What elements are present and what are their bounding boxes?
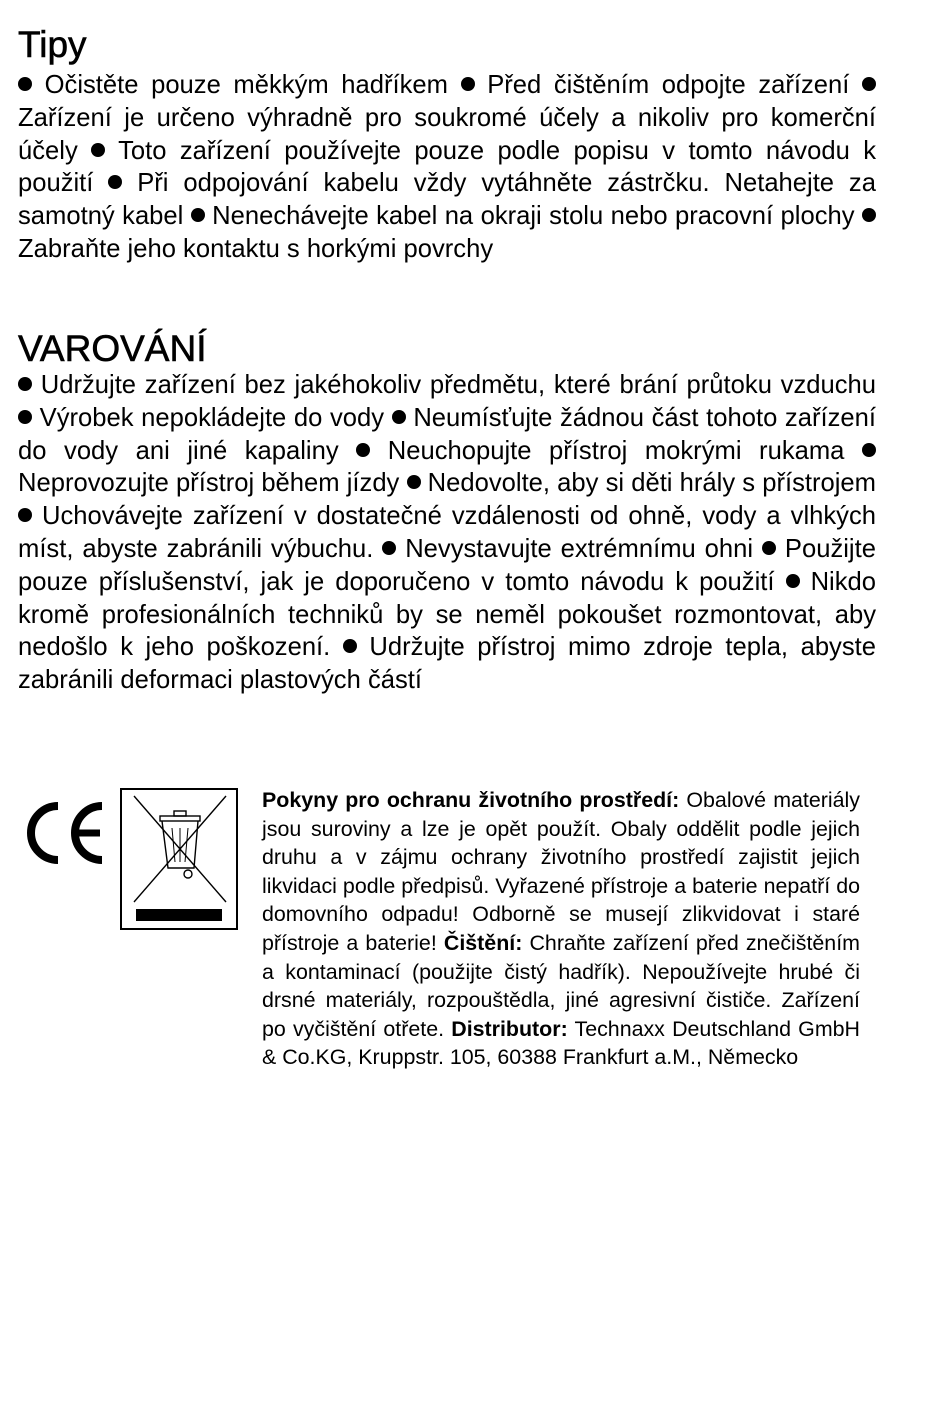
list-item: Toto zařízení používejte pouze podle popisu v tomto návodu k použití [18, 136, 876, 198]
list-item: Nikdo kromě profesionálních techniků by se neměl pokoušet rozmontovat, aby nedošlo k jeho poškození. [18, 567, 876, 662]
bullet-icon [18, 377, 32, 391]
list-item: Před čištěním odpojte zařízení [487, 71, 850, 99]
bullet-icon [786, 574, 800, 588]
list-item: Udržujte přístroj mimo zdroje tepla, abyste zabránili deformaci plastových částí [18, 633, 876, 695]
list-item: Udržujte zařízení bez jakéhokoliv předmětu, které brání průtoku vzduchu [40, 371, 876, 399]
list-item: Zařízení je určeno výhradně pro soukromé účely a nikoliv pro komerční účely [18, 103, 876, 165]
bullet-icon [91, 143, 105, 157]
bullet-icon [18, 410, 32, 424]
list-item: Zabraňte jeho kontaktu s horkými povrchy [18, 234, 494, 263]
warning-list [18, 369, 876, 697]
environment-text: Obalové materiály jsou suroviny a lze je opět použít. Obaly oddělit podle jejich druhu a v zájmu ochrany životního prostředí zajistit jejich likvidaci podle předpisů. Vyřazené přístroje a baterie nepatří do domovního odpadu! Odborně se musejí zlikvidovat i staré přístroje a baterie! [262, 788, 860, 955]
distributor-text: Technaxx Deutschland GmbH & Co.KG, Kruppstr. 105, 60388 Frankfurt a.M., Německo [262, 1016, 860, 1070]
environment-heading: Pokyny pro ochranu životního prostředí: [262, 788, 680, 812]
bullet-icon [18, 77, 32, 91]
bullet-icon [461, 77, 475, 91]
bullet-icon [862, 77, 876, 91]
distributor-heading: Distributor: [451, 1016, 568, 1041]
list-item: Neprovozujte přístroj během jízdy [18, 469, 400, 498]
list-item: Při odpojování kabelu vždy vytáhněte zástrčku. Netahejte za samotný kabel [18, 169, 876, 231]
bullet-icon [862, 443, 876, 457]
bullet-icon [18, 508, 32, 522]
bullet-icon [407, 475, 421, 489]
list-item: Neumísťujte žádnou část tohoto zařízení do vody ani jiné kapaliny [18, 403, 876, 465]
crossed-out-wheelie-bin-icon [122, 790, 236, 928]
list-item: Nevystavujte extrémnímu ohni [405, 534, 754, 563]
bullet-icon [108, 175, 122, 189]
bullet-icon [343, 639, 357, 653]
environment-instructions [262, 786, 860, 1072]
bullet-icon [191, 208, 205, 222]
cleaning-heading: Čištění: [443, 930, 523, 955]
ce-mark-icon [22, 800, 108, 866]
bullet-icon [862, 208, 876, 222]
weee-symbol-frame [120, 788, 238, 930]
list-item: Uchovávejte zařízení v dostatečné vzdálenosti od ohně, vody a vlhkých míst, abyste zabránili výbuchu. [18, 502, 876, 563]
list-item: Použijte pouze příslušenství, jak je doporučeno v tomto návodu k použití [18, 534, 876, 596]
tips-list [18, 69, 876, 266]
cleaning-text: Chraňte zařízení před znečištěním a kontaminací (použijte čistý hadřík). Nepoužívejte hrubé či drsné materiály, rozpouštědla, jiné agresivní čističe. Zařízení po vyčištění otřete. [262, 930, 860, 1041]
list-item: Očistěte pouze měkkým hadříkem [44, 71, 448, 99]
list-item: Nedovolte, aby si děti hrály s přístrojem [427, 469, 876, 498]
list-item: Nenechávejte kabel na okraji stolu nebo pracovní plochy [212, 202, 855, 231]
bullet-icon [762, 541, 776, 555]
warning-heading: VAROVÁNÍ [18, 328, 207, 369]
tips-heading: Tipy [18, 24, 87, 65]
list-item: Neuchopujte přístroj mokrými rukama [387, 436, 845, 465]
bullet-icon [392, 410, 406, 424]
bullet-icon [382, 541, 396, 555]
list-item: Výrobek nepokládejte do vody [39, 403, 385, 432]
bullet-icon [356, 443, 370, 457]
